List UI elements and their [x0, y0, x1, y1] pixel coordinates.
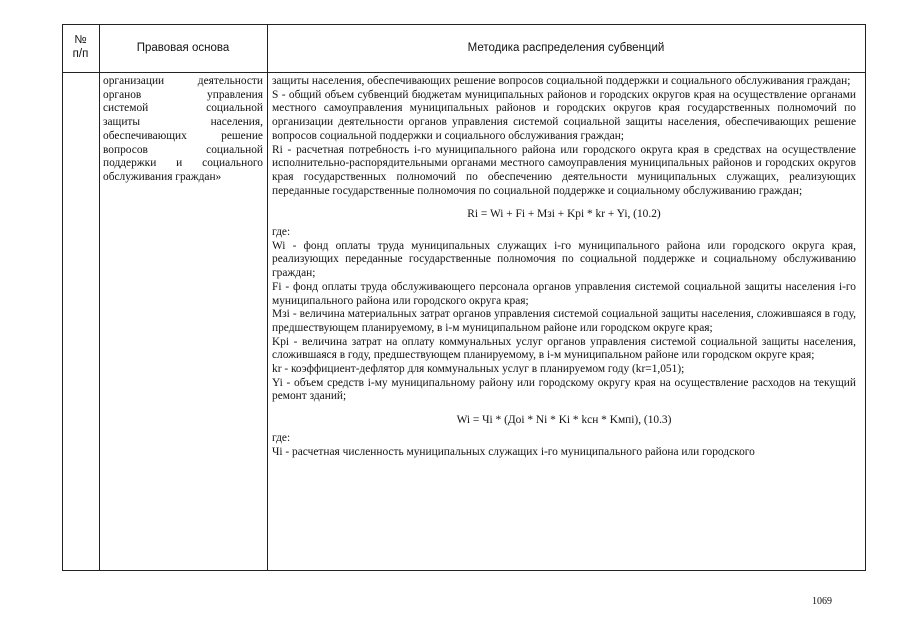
legal-basis-line: обеспечивающих решение: [103, 129, 263, 142]
where-label: где:: [272, 226, 291, 239]
formula-10-2: Ri = Wi + Fi + Mзi + Kpi * kr + Yi, (10.2): [467, 208, 661, 221]
table-top-border: [62, 24, 866, 25]
paragraph-yi-definition: Yi - объем средств i-му муниципальному району или городскому округу края на осуществление расходов на текущий ремонт зданий;: [272, 376, 856, 403]
header-methodology: Методика распределения субвенций: [467, 42, 665, 54]
paragraph-mzi-definition: Mзi - величина материальных затрат органов управления системой социальной защиты населения, сложившаяся в году, предшествующем планируемому, в i-м муниципальном районе или городском округе края;: [272, 308, 856, 334]
paragraph-kpi-definition: Kpi - величина затрат на оплату коммунальных услуг органов управления системой социальной защиты населения, сложившаяся в году, предшествующем планируемому, в i-м муниципальном районе или городском округе края;: [272, 335, 856, 362]
where-label: где:: [272, 431, 291, 444]
paragraph-s-definition: S - общий объем субвенций бюджетам муниципальных районов и городских округов края на осуществление органами местного самоуправления муниципальных районов и городских округов края государственных полномочий по организации деятельности органов управления системой социальной защиты населения, обеспечивающих решение вопросов социальной поддержки и социального обслуживания граждан;: [272, 88, 856, 142]
legal-basis-line: обслуживания граждан»: [103, 170, 222, 183]
table-left-border: [62, 24, 63, 571]
paragraph-continuation: защиты населения, обеспечивающих решение вопросов социальной поддержки и социального обслуживания граждан;: [272, 75, 851, 87]
page-number: 1069: [812, 596, 832, 607]
paragraph-fi-definition: Fi - фонд оплаты труда обслуживающего персонала органов управления системой социальной защиты населения i-го муниципального района или городского округа края;: [272, 280, 856, 307]
paragraph-kr-definition: kr - коэффициент-дефлятор для коммунальных услуг в планируемом году (kr=1,051);: [272, 363, 685, 376]
legal-basis-line: системой социальной: [103, 102, 263, 115]
header-number-cell: [62, 33, 99, 61]
table-right-border: [865, 24, 866, 571]
formula-10-3: Wi = Чi * (Доi * Ni * Ki * kсн * Kмпi), (10.3): [456, 414, 672, 427]
header-number-symbol: №: [74, 34, 87, 46]
table-bottom-border: [62, 570, 866, 571]
legal-basis-line: защиты населения,: [103, 116, 263, 129]
header-legal-basis: Правовая основа: [136, 42, 230, 54]
legal-basis-line: организации деятельности: [103, 75, 263, 87]
column-divider-1: [99, 24, 100, 571]
paragraph-wi-definition: Wi - фонд оплаты труда муниципальных служащих i-го муниципального района или городского округа края, реализующих переданные государственные полномочия по социальной поддержке и социальному обслуживанию граждан;: [272, 239, 856, 280]
legal-basis-line: органов управления: [103, 88, 263, 101]
table-header-bottom-border: [62, 72, 866, 73]
legal-basis-line: вопросов социальной: [103, 143, 263, 156]
legal-basis-line: поддержки и социального: [103, 157, 263, 170]
legal-basis-text: [103, 75, 263, 185]
methodology-text: [272, 75, 856, 459]
header-number-abbr: п/п: [72, 48, 89, 60]
paragraph-ri-definition: Ri - расчетная потребность i-го муниципального района или городского округа края в средствах на осуществление исполнительно-распорядительными органами местного самоуправления муниципальных районов и городских округов края государственных полномочий по обеспечению деятельности муниципальных служащих, реализующих переданные государственные полномочия по социальной поддержке и социальному обслуживанию граждан;: [272, 143, 856, 197]
paragraph-chi-definition: Чi - расчетная численность муниципальных служащих i-го муниципального района или городского: [272, 445, 755, 458]
column-divider-2: [267, 24, 268, 571]
